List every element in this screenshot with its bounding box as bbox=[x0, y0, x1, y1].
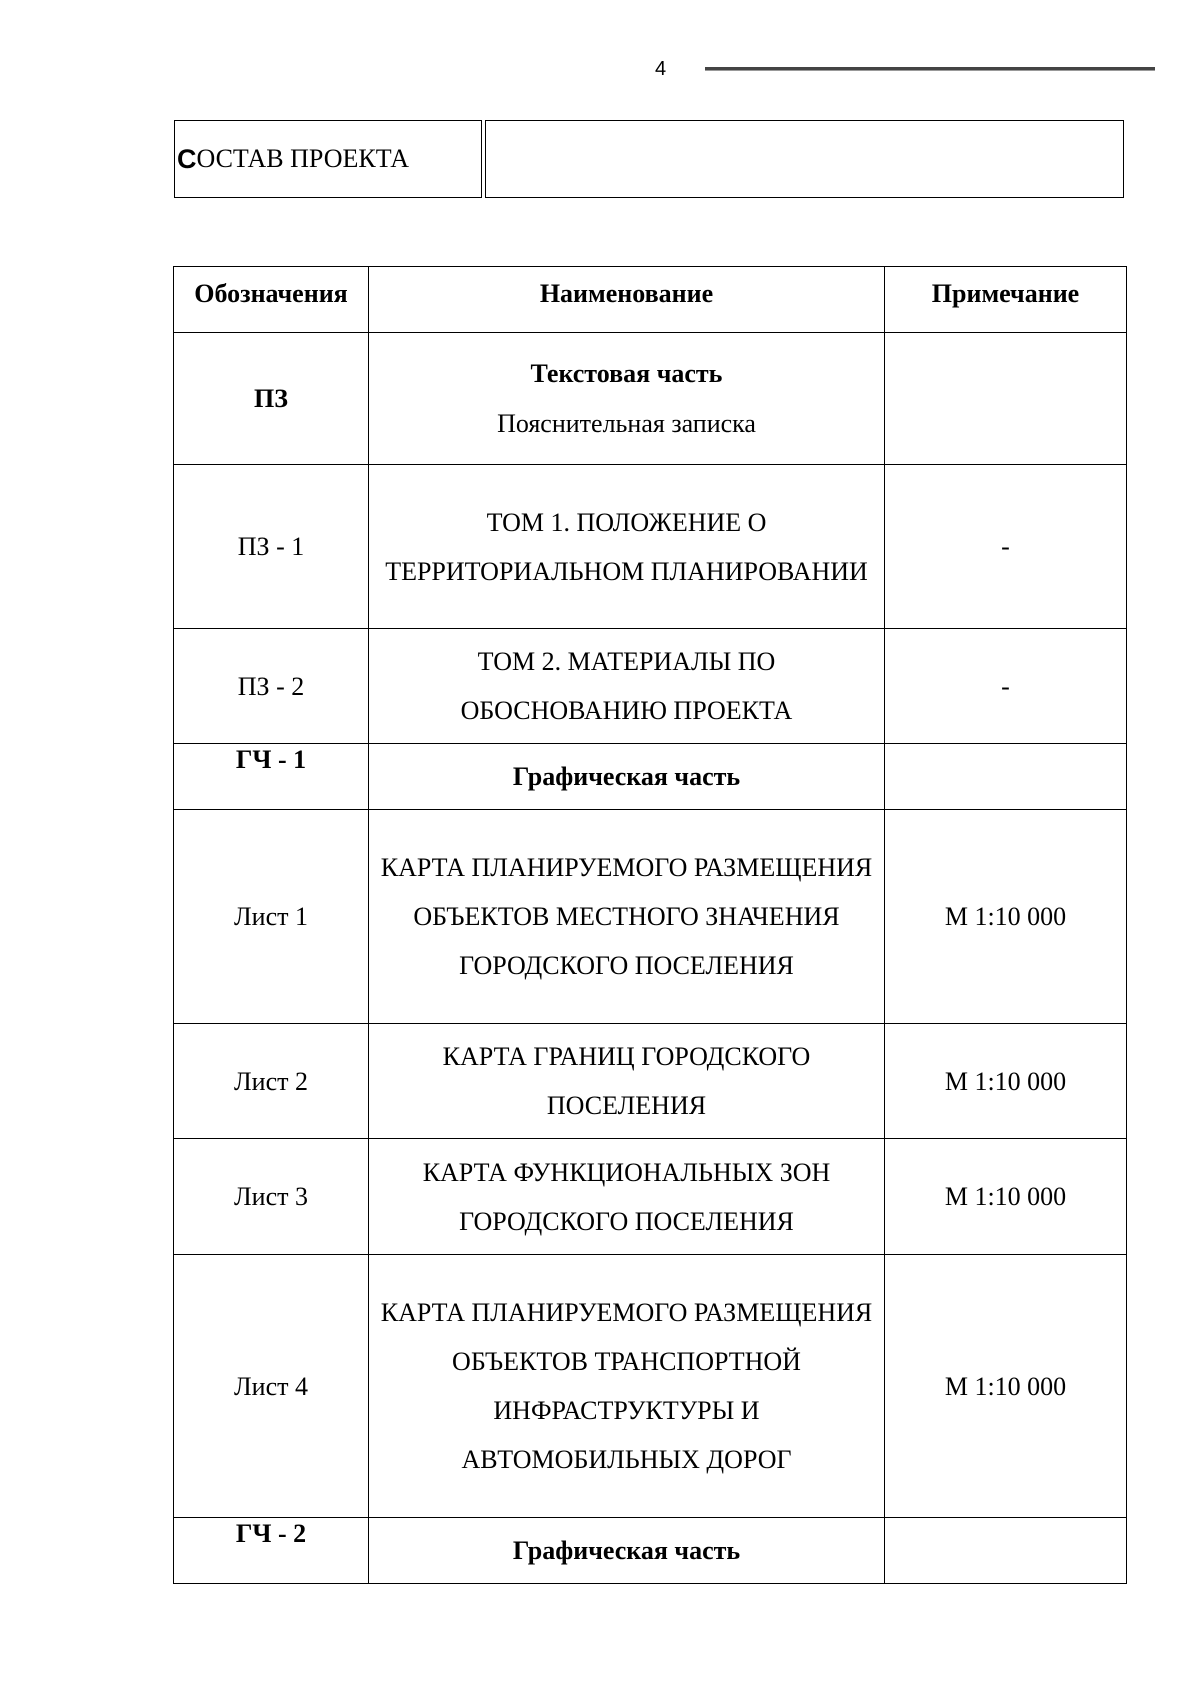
column-header-designation: Обозначения bbox=[174, 267, 369, 333]
row-note: М 1:10 000 bbox=[885, 1139, 1127, 1255]
row-note bbox=[885, 744, 1127, 810]
row-designation: Лист 4 bbox=[174, 1255, 369, 1518]
row-note: М 1:10 000 bbox=[885, 1255, 1127, 1518]
row-note bbox=[885, 1518, 1127, 1584]
row-name: Графическая часть bbox=[369, 1518, 885, 1584]
row-designation: ГЧ - 1 bbox=[174, 744, 369, 810]
row-name: КАРТА ГРАНИЦ ГОРОДСКОГО ПОСЕЛЕНИЯ bbox=[369, 1024, 885, 1139]
table-row bbox=[174, 810, 1127, 1024]
column-header-note: Примечание bbox=[885, 267, 1127, 333]
row-note bbox=[885, 333, 1127, 465]
row-designation: Лист 3 bbox=[174, 1139, 369, 1255]
page-number: 4 bbox=[655, 58, 667, 80]
title-block bbox=[174, 120, 1124, 198]
row-designation: ПЗ bbox=[174, 333, 369, 465]
row-note: - bbox=[885, 629, 1127, 744]
composition-table bbox=[173, 266, 1127, 1584]
row-designation: ПЗ - 1 bbox=[174, 465, 369, 629]
row-note: - bbox=[885, 465, 1127, 629]
row-name: КАРТА ФУНКЦИОНАЛЬНЫХ ЗОН ГОРОДСКОГО ПОСЕЛЕНИЯ bbox=[369, 1139, 885, 1255]
title-cell bbox=[174, 120, 482, 198]
title-first-letter: С bbox=[177, 143, 197, 174]
table-row bbox=[174, 1255, 1127, 1518]
row-designation: Лист 1 bbox=[174, 810, 369, 1024]
row-designation: ПЗ - 2 bbox=[174, 629, 369, 744]
row-name: КАРТА ПЛАНИРУЕМОГО РАЗМЕЩЕНИЯ ОБЪЕКТОВ ТРАНСПОРТНОЙ ИНФРАСТРУКТУРЫ И АВТОМОБИЛЬНЫХ ДОРОГ bbox=[369, 1255, 885, 1518]
row-name bbox=[369, 333, 885, 465]
table-row bbox=[174, 629, 1127, 744]
row-name-title: Текстовая часть bbox=[530, 358, 723, 388]
row-designation: ГЧ - 2 bbox=[174, 1518, 369, 1584]
row-name: Графическая часть bbox=[369, 744, 885, 810]
table-row bbox=[174, 744, 1127, 810]
title-text: ОСТАВ ПРОЕКТА bbox=[196, 144, 410, 173]
table-row bbox=[174, 333, 1127, 465]
row-note: М 1:10 000 bbox=[885, 1024, 1127, 1139]
row-name: ТОМ 2. МАТЕРИАЛЫ ПО ОБОСНОВАНИЮ ПРОЕКТА bbox=[369, 629, 885, 744]
row-name: КАРТА ПЛАНИРУЕМОГО РАЗМЕЩЕНИЯ ОБЪЕКТОВ МЕСТНОГО ЗНАЧЕНИЯ ГОРОДСКОГО ПОСЕЛЕНИЯ bbox=[369, 810, 885, 1024]
header-rule bbox=[705, 67, 1155, 71]
table-row bbox=[174, 1139, 1127, 1255]
table-header-row bbox=[174, 267, 1127, 333]
table-row bbox=[174, 465, 1127, 629]
table-row bbox=[174, 1518, 1127, 1584]
row-note: М 1:10 000 bbox=[885, 810, 1127, 1024]
title-empty-cell bbox=[485, 120, 1124, 198]
column-header-name: Наименование bbox=[369, 267, 885, 333]
row-designation: Лист 2 bbox=[174, 1024, 369, 1139]
row-name-text: Пояснительная записка bbox=[497, 408, 756, 438]
row-name: ТОМ 1. ПОЛОЖЕНИЕ О ТЕРРИТОРИАЛЬНОМ ПЛАНИРОВАНИИ bbox=[369, 465, 885, 629]
table-row bbox=[174, 1024, 1127, 1139]
